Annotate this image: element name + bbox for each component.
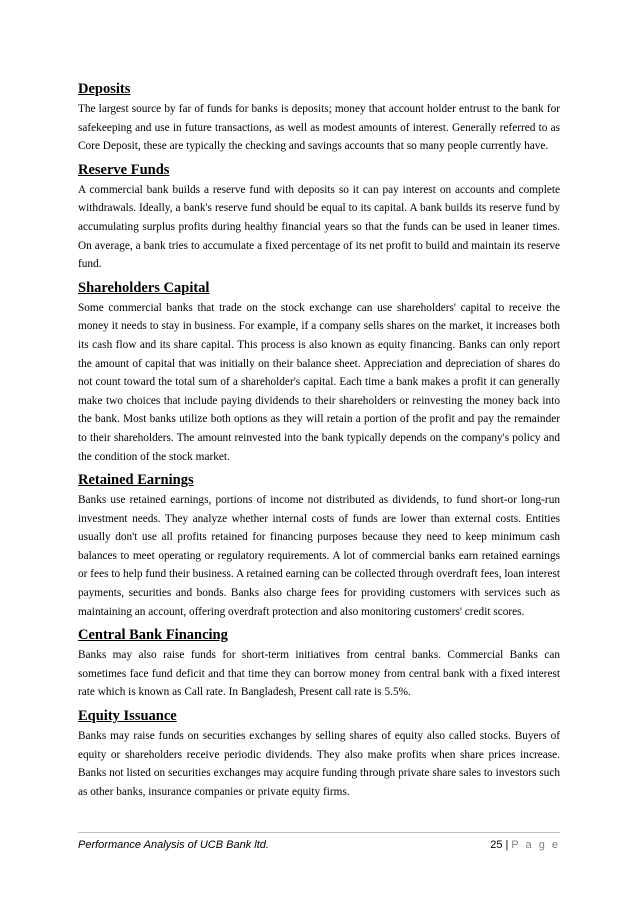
section-central-bank-financing (78, 624, 560, 702)
page-word: P a g e (511, 839, 560, 851)
footer-separator: | (505, 839, 509, 851)
section-heading: Central Bank Financing (78, 627, 228, 644)
section-reserve-funds (78, 159, 560, 274)
section-heading: Shareholders Capital (78, 279, 210, 296)
footer-divider (78, 832, 560, 833)
section-paragraph: Banks may also raise funds for short-term initiatives from central banks. Commercial Banks can sometimes face fund deficit and that time they can borrow money from central bank with a fixed interest rate which is known as Call rate. In Bangladesh, Present call rate is 5.5%. (78, 649, 560, 699)
section-paragraph: Banks may raise funds on securities exchanges by selling shares of equity also called stocks. Buyers of equity or shareholders receive periodic dividends. They also make profits when share prices increase. Banks not listed on securities exchanges may acquire funding through private share sales to investors such as other banks, insurance companies or private equity firms. (78, 730, 560, 798)
section-retained-earnings (78, 469, 560, 621)
page-number: 25 (490, 839, 503, 851)
section-paragraph: Some commercial banks that trade on the stock exchange can use shareholders' capital to receive the money it needs to stay in business. For example, if a company sells shares on the market, it increases both its cash flow and its share capital. This process is also known as equity financing. Banks can only report the amount of capital that was initially on their balance sheet. Appreciation and depreciation of shares do not count toward the total sum of a shareholder's capital. Each time a bank makes a profit it can generally make two choices that include paying dividends to their shareholders or reinvesting the money back into the bank. Most banks utilize both options as they will retain a portion of the profit and pay the remainder to their shareholders. The amount reinvested into the bank typically depends on the company's policy and the condition of the stock market. (78, 301, 560, 463)
document-page (78, 78, 560, 804)
section-heading: Deposits (78, 81, 131, 97)
section-shareholders-capital (78, 277, 560, 466)
section-paragraph: A commercial bank builds a reserve fund with deposits so it can pay interest on accounts and complete withdrawals. Ideally, a bank's reserve fund should be equal to its capital. A bank builds its reserve fund by accumulating surplus profits during healthy financial years so that the funds can be used in leaner times. On average, a bank tries to accumulate a fixed percentage of its net profit to build and maintain its reserve fund. (78, 183, 560, 271)
footer-title: Performance Analysis of UCB Bank ltd. (78, 839, 269, 851)
section-deposits (78, 78, 560, 156)
section-heading: Equity Issuance (78, 708, 177, 725)
section-paragraph: Banks use retained earnings, portions of income not distributed as dividends, to fund short-or long-run investment needs. They analyze whether internal costs of funds are lower than external costs. Entities usually don't use all profits retained for financing purposes because they need to keep minimum cash balances to meet operating or regulatory requirements. A lot of commercial banks earn retained earnings or fees to help fund their business. A retained earning can be collected through overdraft fees, loan interest payments, securities and bonds. Banks also charge fees for providing customers with services such as maintaining an account, offering overdraft protection and also monitoring customers' credit scores. (78, 494, 560, 618)
footer-page-indicator (490, 838, 560, 852)
section-paragraph: The largest source by far of funds for banks is deposits; money that account holder entrust to the bank for safekeeping and use in future transactions, as well as modest amounts of interest. Generally referred to as Core Deposit, these are typically the checking and savings accounts that so many people currently have. (78, 103, 560, 153)
section-heading: Retained Earnings (78, 472, 194, 489)
section-heading: Reserve Funds (78, 161, 170, 178)
section-equity-issuance (78, 705, 560, 801)
